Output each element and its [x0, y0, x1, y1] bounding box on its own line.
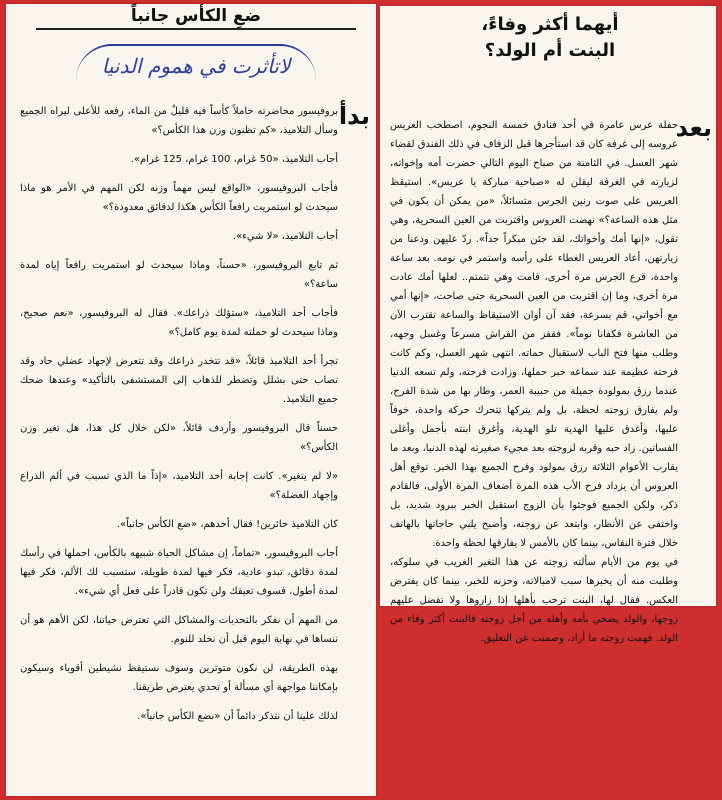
right-article-drop-cap: بعد: [675, 114, 712, 142]
right-article-body: [390, 116, 678, 648]
paragraph: كان التلاميذ حائرين! فقال أحدهم، «ضع الكأس جانباً».: [116, 519, 338, 530]
paragraph: فأجاب البروفيسور، «الواقع ليس مهماً وزنه لكن المهم في الأمر هو ماذا سيحدث لو استمريت رافعاً الكأس هكذا لدقائق معدودة؟»: [20, 183, 338, 213]
paragraph: ثم تابع البروفيسور، «حسناً، وماذا سيحدث لو استمريت رافعاً إياه لمدة ساعة؟»: [20, 260, 338, 290]
paragraph: تجرأ أحد التلاميذ قائلاً، «قد تتخدر ذراعك وقد تتعرض لإجهاد عضلي حاد وقد تصاب حتى بشلل وتضطر للذهاب إلى المستشفى بالتأكيد» وعندها ضحك جميع التلاميذ.: [20, 356, 338, 405]
right-article-title: [400, 12, 700, 64]
paragraph: من المهم أن نفكر بالتحديات والمشاكل التي تعترض حياتنا، لكن الأهم هو أن ننساها في نهاية اليوم قبل أن نخلد للنوم.: [20, 615, 338, 645]
paragraph: أجاب التلاميذ، «50 غرام، 100 غرام، 125 غرام».: [130, 154, 338, 165]
left-article-subtitle-stamp: لاتأثرت في هموم الدنيا: [76, 44, 316, 80]
left-article-title: ضعِ الكأس جانباً: [130, 6, 262, 26]
left-article-clipping: [6, 4, 376, 796]
right-article-title-line: أيهما أكثر وفاءً،: [481, 14, 619, 35]
paragraph: حفلة عرس عامرة في أحد فنادق خمسة النجوم، اصطحب العريس عروسه إلى غرفة كان قد استأجرها قبل الزفاف في ذلك الفندق لقضاء شهر العسل. في الثامنة من صباح اليوم التالي حضرت أمه وإخواته، لزيارته في الغرفة ليقلن له «صباحية مباركة يا عريس». استيقظ العريس على صوت رنين الجرس متسائلاً، «من يمكن أن يكون في مثل هذه الساعة؟» نهضت العروس واقتربت من العين السحرية، وهي تقول، «إنها أمك وأخواتك، لقد جئن مبكراً جداً». ردّ عليهن ودعنا من زيارتهن، أعاد العريس الغطاء على رأسه واستمر في نومه. بعد ساعة واحدة، قرع الجرس مرة أخرى، قامت وهي تتمتم.. لعلها أمك عادت مرة أخرى، وما إن اقتربت من العين السحرية حتى صاحت، «إنها أمي مع أخواتي، قم بسرعة، فقد آن أوان الاستيقاظ والساعة تقترب الآن من العاشرة فكفانا نوماً». فقفز من الفراش مسرعاً وغسل وجهه، وطلب منها فتح الباب لاستقبال حماته. انتهى شهر العسل، وكم كانت فرحته عظيمة عند سماعه خبر حملها، وزادت فرحته، ولم تسعه الدنيا عندما رزق بمولودة جميلة من حبيبة العمر، وطار بها من شدة الفرح، ولم يفارق زوجته لحظة، بل ولم يتركها تتحرك حركة واحدة، خوفاً عليها، وأغدق عليها الهدية تلو الهدية، وأغرق ابنته بأجمل وأغلى الفساتين. زاد حبه وقربه لزوجته بعد مجيء صغيرته لهذه الدنيا، وبعد ما يقارب الأعوام الثلاثة رزق بمولود وفرح الجميع بهذا الخبر. توقع أهل العروس أن يزداد فرح الأب هذه المرة أضعاف المرة الأولى، فالقادم ذكر، ولكن الجميع فوجئوا بأن الزوج استقبل الخبر ببرود شديد، بل واختفى عن الأنظار، وابتعد عن زوجته، وأصبح يلبي حاجاتها بالهاتف خلال فترة النفاس، بينما كان بالأمس لا يفارقها لحظة واحدة.: [390, 120, 678, 549]
title-rule: [36, 28, 356, 30]
left-article-drop-cap: بدأ: [338, 102, 370, 130]
left-article-body: [20, 102, 338, 736]
paragraph: حسناً قال البروفيسور وأردف قائلاً، «لكن خلال كل هذا، هل تغير وزن الكأس؟»: [20, 423, 338, 453]
paragraph: في يوم من الأيام سألته زوجته عن هذا التغير الغريب في سلوكه، وطلبت منه أن يخبرها سبب لامبالاته، وحزنه للخبر، بينما كان يفترض العكس. فقال لها، البنت ترحب بأهلها إذا زاروها ولا تفضل عليهم زوجها، والولد يضحي بأمه وأهله من أجل زوجته فالبنت أكثر وفاء من الولد. فهمت زوجته ما أراد، وصمتت عن التعليق.: [390, 557, 678, 644]
paragraph: فأجاب أحد التلاميذ، «ستؤلك ذراعك». فقال له البروفيسور، «نعم صحيح، وماذا سيحدث لو حملته لمدة يوم كامل؟»: [20, 308, 338, 338]
paragraph: لذلك علينا أن نتذكر دائماً أن «نضع الكأس جانباً».: [137, 711, 338, 722]
paragraph: أجاب البروفيسور، «تماماً، إن مشاكل الحياة شبيهه بالكأس، احملها في رأسك لمدة دقائق، تبدو عادية، فكر فيها لمدة طويلة، ستسبب لك الألم، فكر فيها لمدة أطول، فسوف تعيقك ولن تكون قادراً على فعل أي شيء».: [20, 548, 338, 597]
paragraph: أجاب التلاميذ، «لا شيء».: [232, 231, 338, 242]
paragraph: بروفيسور محاضرته حاملاً كأساً فيه قليلٌ من الماء، رفعه للأعلى ليراه الجميع وسأل التلاميذ، «كم تظنون وزن هذا الكأس؟»: [20, 106, 338, 136]
right-article-clipping: [380, 6, 716, 644]
paragraph: «لا لم يتغير». كانت إجابة أحد التلاميذ، «إذاً ما الذي تسبب في ألم الذراع وإجهاد العضلة؟»: [20, 471, 338, 501]
right-article-title-line: البنت أم الولد؟: [484, 40, 616, 61]
paragraph: بهذه الطريقة، لن نكون متوترين وسوف نستيقظ نشيطين أقوياء وسيكون بإمكاننا مواجهة أي مسألة أو تحدي يعترض طريقنا.: [20, 663, 338, 693]
